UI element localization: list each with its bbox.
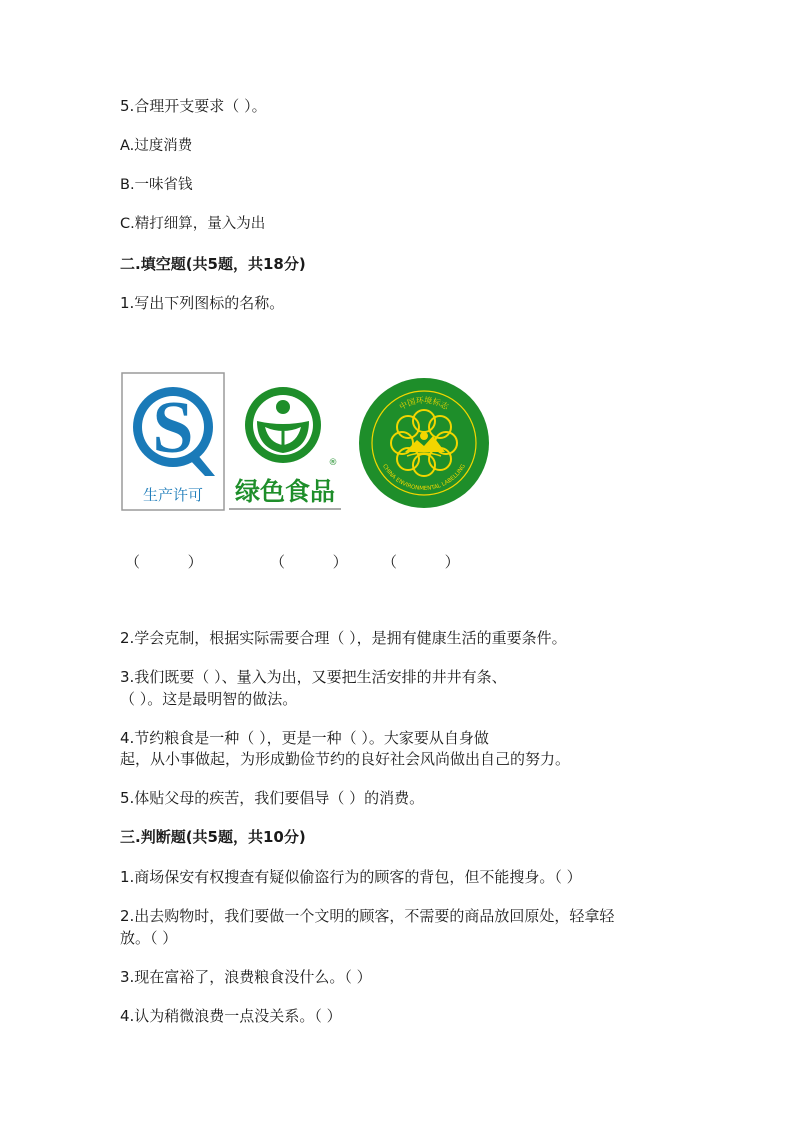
option-a: A.过度消费 [120,138,193,154]
green-food-logo [229,383,343,511]
qs-logo-text: 生产许可 [142,486,204,504]
option-b: B.一味省钱 [120,177,193,193]
fill-question-4-line-2: 起，从小事做起，为形成勤俭节约的良好社会风尚做出自己的努力。 [120,750,571,768]
blank-3[interactable]: （ ） [382,553,460,571]
blank-1[interactable]: （ ） [125,553,203,571]
label-ring-text-bottom: CHINA ENVIRONMENTAL LABELLING [381,463,468,493]
option-c: C.精打细算，量入为出 [120,216,266,232]
registered-mark: ® [328,458,338,468]
svg-text:S: S [152,387,194,469]
judge-question-2-line-1: 2.出去购物时，我们要做一个文明的顾客，不需要的商品放回原处，轻拿轻 [120,907,615,925]
judge-question-2-line-2: 放。（ ） [120,929,178,947]
fill-question-2: 2.学会克制，根据实际需要合理（ ），是拥有健康生活的重要条件。 [120,629,567,647]
fill-question-5: 5.体贴父母的疾苦，我们要倡导（ ）的消费。 [120,789,425,807]
fill-question-3-line-1: 3.我们既要（ ）、量入为出，又要把生活安排的井井有条、 [120,668,507,686]
judge-question-3: 3.现在富裕了，浪费粮食没什么。（ ） [120,968,372,986]
question-5-stem: 5.合理开支要求（ ）。 [120,97,267,115]
fill-question-1: 1.写出下列图标的名称。 [120,294,285,312]
label-ring-text-top: 中国环境标志 [397,395,451,412]
blank-2[interactable]: （ ） [270,553,348,571]
fill-question-4-line-1: 4.节约粮食是一种（ ），更是一种（ ）。大家要从自身做 [120,729,489,747]
section-2-heading: 二.填空题(共5题，共18分) [120,255,306,273]
green-food-logo-text: 绿色食品 [234,477,336,506]
judge-question-4: 4.认为稍微浪费一点没关系。（ ） [120,1007,342,1025]
logo-name-blanks [120,552,500,572]
china-environmental-label-logo [357,376,491,510]
qs-production-license-logo [121,372,225,511]
judge-question-1: 1.商场保安有权搜查有疑似偷盗行为的顾客的背包，但不能搜身。（ ） [120,868,582,886]
section-3-heading: 三.判断题(共5题，共10分) [120,828,306,846]
fill-question-3-line-2: （ ）。这是最明智的做法。 [120,690,298,708]
